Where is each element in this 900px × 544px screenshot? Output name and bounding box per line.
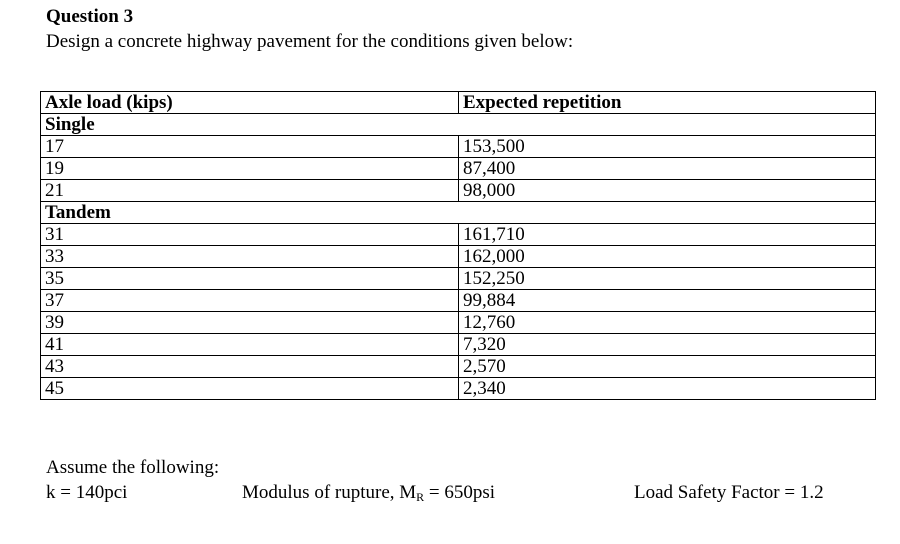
table-row <box>41 180 876 202</box>
repetition-cell: 162,000 <box>459 246 876 268</box>
table-row <box>41 268 876 290</box>
table-row <box>41 158 876 180</box>
axle-load-cell: 41 <box>41 334 459 356</box>
table-row <box>41 224 876 246</box>
repetition-cell: 87,400 <box>459 158 876 180</box>
repetition-cell: 153,500 <box>459 136 876 158</box>
k-value: k = 140pci <box>46 482 128 503</box>
table-row <box>41 246 876 268</box>
table-row <box>41 334 876 356</box>
repetition-cell: 2,340 <box>459 378 876 400</box>
mr-subscript: R <box>416 490 425 504</box>
group-label-tandem: Tandem <box>41 202 876 224</box>
mr-label: Modulus of rupture, M <box>242 482 417 503</box>
header-expected-repetition: Expected repetition <box>459 92 876 114</box>
repetition-cell: 2,570 <box>459 356 876 378</box>
header-axle-load: Axle load (kips) <box>41 92 459 114</box>
mr-value: = 650psi <box>424 482 496 503</box>
question-prompt: Design a concrete highway pavement for the conditions given below: <box>46 31 574 52</box>
axle-load-cell: 21 <box>41 180 459 202</box>
table-header-row <box>41 92 876 114</box>
axle-load-cell: 39 <box>41 312 459 334</box>
axle-load-cell: 19 <box>41 158 459 180</box>
repetition-cell: 161,710 <box>459 224 876 246</box>
load-safety-factor: Load Safety Factor = 1.2 <box>634 482 824 503</box>
axle-load-cell: 35 <box>41 268 459 290</box>
modulus-of-rupture <box>242 482 495 504</box>
repetition-cell: 7,320 <box>459 334 876 356</box>
axle-load-table <box>40 91 876 400</box>
axle-load-cell: 33 <box>41 246 459 268</box>
axle-load-cell: 31 <box>41 224 459 246</box>
axle-load-cell: 45 <box>41 378 459 400</box>
table-row <box>41 356 876 378</box>
table-row <box>41 136 876 158</box>
axle-load-cell: 43 <box>41 356 459 378</box>
repetition-cell: 12,760 <box>459 312 876 334</box>
question-title: Question 3 <box>46 6 134 27</box>
table-row <box>41 378 876 400</box>
group-row-single <box>41 114 876 136</box>
group-row-tandem <box>41 202 876 224</box>
repetition-cell: 98,000 <box>459 180 876 202</box>
repetition-cell: 99,884 <box>459 290 876 312</box>
group-label-single: Single <box>41 114 876 136</box>
table-row <box>41 312 876 334</box>
axle-load-cell: 17 <box>41 136 459 158</box>
axle-load-cell: 37 <box>41 290 459 312</box>
repetition-cell: 152,250 <box>459 268 876 290</box>
assumptions-intro: Assume the following: <box>46 457 220 478</box>
table-row <box>41 290 876 312</box>
